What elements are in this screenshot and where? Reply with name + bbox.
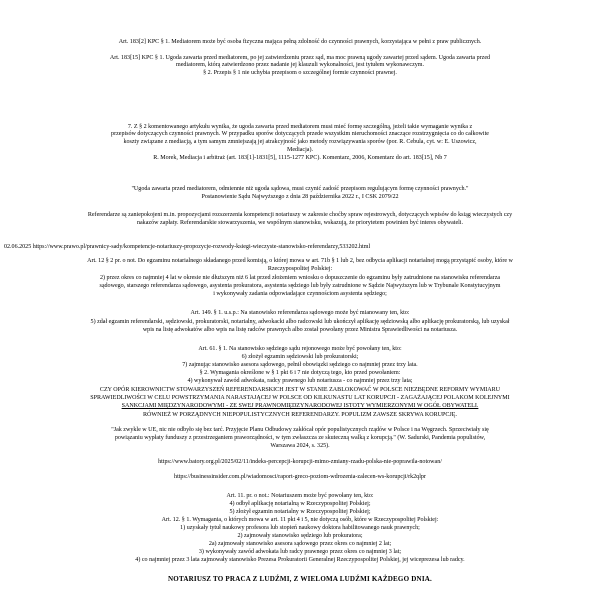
doc-line: 3) wykonywały zawód adwokata lub radcy prawnego przez okres co najmniej 3 lat; xyxy=(198,549,402,555)
doc-line: sądowego, starszego referendarza sądowego, asystenta prokuratora, asystenta sędziego lub były zatrudnione w Sądzie Najwyższym lub w Trybunale Konstytucyjnym xyxy=(99,283,501,289)
doc-link-batory[interactable]: https://www.batory.org.pl/2025/02/11/indeks-percepcji-korupcji-mimo-zmiany-rzadu-polska-nie-poprawila-notowan/ xyxy=(158,459,442,465)
doc-line: przepisów dotyczących czynności prawnych. W przypadku sporów dotyczących przede wszystkim nieruchomości znaczące rozstrzygnięcia co do całkowite xyxy=(111,131,489,137)
doc-line-paragraph: Referendarze są zaniepokojeni m.in. propozycjami rozszerzenia kompetencji notariuszy w zakresie choćby spraw rejestrowych, dotyczących wpisów do ksiąg wieczystych czy xyxy=(87,212,513,218)
doc-line-quote: "Ugoda zawarta przed mediatorem, odmiennie niż ugoda sądowa, musi czynić zadość przepisom regulującym formę czynności prawnych." xyxy=(131,186,469,192)
doc-line-citation: Postanowienie Sądu Najwyższego z dnia 28 października 2022 r., I CSK 2079/22 xyxy=(201,194,399,200)
doc-line: 4) co najmniej przez 3 lata zajmowały stanowisko Prezesa Prokuratorii Generalnej Rzeczypospolitej Polskiej, jej wiceprezesa lub radcy. xyxy=(135,557,465,563)
doc-line-caps: SANKCJAMI MIĘDZYNARODOWYMI - ZE SWEJ PRAWNOMIĘDZYNARODOWEJ ISTOTY WYMIERZONYMI W OGÓŁ OBYWATELI. xyxy=(121,403,479,409)
doc-line-art-149: Art. 149. § 1. u.s.p.: Na stanowisko referendarza sądowego może być mianowany ten, kto: xyxy=(190,310,410,316)
doc-link-businessinsider[interactable]: https://businessinsider.com.pl/wiadomosci/raport-greco-poziom-wdrozenia-zalecen-ws-korupcji/rk2qlpr xyxy=(174,474,426,480)
doc-line: 5) zdał egzamin referendarski, sędziowski, prokuratorski, notarialny, adwokacki albo radcowski lub ukończył aplikację sędziowską albo aplikację prokuratorską, lub uzyskał xyxy=(90,319,510,325)
doc-line: § 2. Przepis § 1 nie uchybia przepisom o szczególnej formie czynności prawnej. xyxy=(203,70,397,76)
doc-line-caps: SPRAWIEDLIWOŚCI W CELU POWSTRZYMANIA NARASTAJĄCEJ W POLSCE OD KILKUNASTU LAT KORUPCJI - ZAGAŻAJĄCEJ POLAKOM KOLEJNYMI xyxy=(90,395,510,401)
doc-line-citation: R. Morek, Mediacja i arbitraż (art. 183[1]-1831[5], 1115-1277 KPC). Komentarz, 2006, Komentarz do art. 183[15], Nb 7 xyxy=(153,155,447,161)
doc-line: nakazów zapłaty. Referendarskie stowarzyszenia, we wspólnym stanowisku, wskazują, że priorytetem powinien być interes obywateli. xyxy=(136,220,464,226)
doc-line: powiązaniu wypłaty funduszy z przestrzeganiem praworządności, w tym zwłaszcza ze skuteczną walką z korupcją." (W. Sadurski, Pandemia populistów, xyxy=(114,435,486,441)
doc-line: 5) złożył egzamin notarialny w Rzeczypospolitej Polskiej; xyxy=(229,509,371,515)
doc-line: § 2. Wymagania określone w § 1 pkt 6 i 7 nie dotyczą tego, kto przed powołaniem: xyxy=(199,370,401,376)
doc-line: 7) zajmując stanowisko asesora sądowego, pełnił obowiązki sędziego co najmniej przez trzy lata. xyxy=(182,362,418,368)
doc-line-quote: "Jak zwykle w UE, nic nie odbyło się bez tarć. Przyjęcie Planu Odbudowy zakłócał opór populistycznych rządów w Polsce i na Węgrzech. Sprzeciwiały się xyxy=(111,427,489,433)
doc-line: 4) wykonywał zawód adwokata, radcy prawnego lub notariusza - co najmniej przez trzy lata; xyxy=(187,378,413,384)
doc-line: Rzeczypospolitej Polskiej: xyxy=(267,266,333,272)
doc-line: 6) złożył egzamin sędziowski lub prokuratorski; xyxy=(241,354,359,360)
doc-line: mediatorem, którą zatwierdzono przez nadanie jej klauzuli wykonalności, jest tytułem wykonawczym. xyxy=(175,62,424,68)
doc-line-caps-question: CZY OPÓR KIEROWNICTW STOWARZYSZEŃ REFERENDARSKICH JEST W STANIE ZABLOKOWAĆ W POLSCE NIEZBĘDNE REFORMY WYMIARU xyxy=(99,387,501,393)
doc-line: wpis na listę adwokatów albo wpis na listę radców prawnych albo został powołany przez Ministra Sprawiedliwości na notariusza. xyxy=(142,327,458,333)
doc-line-caps: RÓWNIEŻ W PORZĄDNYCH NIEPOPULISTYCZNYCH REFERENDARZY. POPULIZM ZAWSZE SKRYWA KORUPCJĘ. xyxy=(143,412,457,418)
doc-line: 1) uzyskały tytuł naukowy profesora lub stopień naukowy doktora habilitowanego nauk prawnych; xyxy=(180,525,420,531)
doc-line: 2a) zajmowały stanowisko asesora sądowego przez okres co najmniej 2 lat; xyxy=(208,541,392,547)
doc-line-art-11: Art. 11. pr. o not.: Notariuszem może być powołany ten, kto: xyxy=(226,493,374,499)
doc-line-art-61: Art. 61. § 1. Na stanowisko sędziego sądu rejonowego może być powołany ten, kto: xyxy=(198,346,402,352)
doc-line-art-12-2: Art. 12 § 2 pr. o not. Do egzaminu notarialnego składanego przed komisją, o której mowa w art. 71b § 1 lub 2, bez odbycia aplikacji notarialnej mogą przystąpić osoby, które w xyxy=(87,258,513,264)
doc-line-art-183-2: Art. 183[2] KPC § 1. Mediatorem może być osoba fizyczna mająca pełną zdolność do czynności prawnych, korzystająca w pełni z praw publicznych. xyxy=(118,39,482,45)
doc-line: 4) odbył aplikację notarialną w Rzeczypospolitej Polskiej; xyxy=(229,501,371,507)
doc-line: 2) zajmowały stanowisko sędziego lub prokuratora; xyxy=(237,533,363,539)
doc-line-art-183-15: Art. 183[15] KPC § 1. Ugoda zawarta przed mediatorem, po jej zatwierdzeniu przez sąd, ma moc prawną ugody zawartej przed sądem. Ugoda zawarta przed xyxy=(109,55,491,61)
doc-line: Warszawa 2024, s. 325). xyxy=(270,443,330,449)
doc-line-art-12-1: Art. 12. § 1. Wymagania, o których mowa w art. 11 pkt 4 i 5, nie dotyczą osób, które w Rzeczypospolitej Polskiej: xyxy=(161,517,439,523)
doc-line-commentary: 7. Z § 2 komentowanego artykułu wynika, że ugoda zawarta przed mediatorem musi mieć formę szczególną, jeżeli takie wymaganie wynika z xyxy=(127,124,473,130)
doc-closing-statement: NOTARIUSZ TO PRACA Z LUDŹMI, Z WIELOMA LUDŹMI KAŻDEGO DNIA. xyxy=(167,575,433,583)
doc-line: Mediacja). xyxy=(286,147,314,153)
doc-line: i wykonywały zadania odpowiadające czynnościom asystenta sędziego; xyxy=(213,291,387,297)
doc-line-date-url: 02.06.2025 https://www.prawo.pl/prawnicy-sady/kompetencje-notariuszy-propozycje-rozwody-ksiegi-wieczyste-stanowisko-referendarzy,533202.html xyxy=(4,244,371,250)
doc-line: 2) przez okres co najmniej 4 lat w okresie nie dłuższym niż 6 lat przed złożeniem wniosku o dopuszczenie do egzaminu były zatrudnione na stanowisku referendarza xyxy=(99,275,501,281)
doc-line: koszty związane z mediacją, a tym samym zmniejszają jej atrakcyjność jako metody rozwiązywania sporów (por. R. Cebula, cyt. w: E. Uszowicz, xyxy=(123,139,477,145)
